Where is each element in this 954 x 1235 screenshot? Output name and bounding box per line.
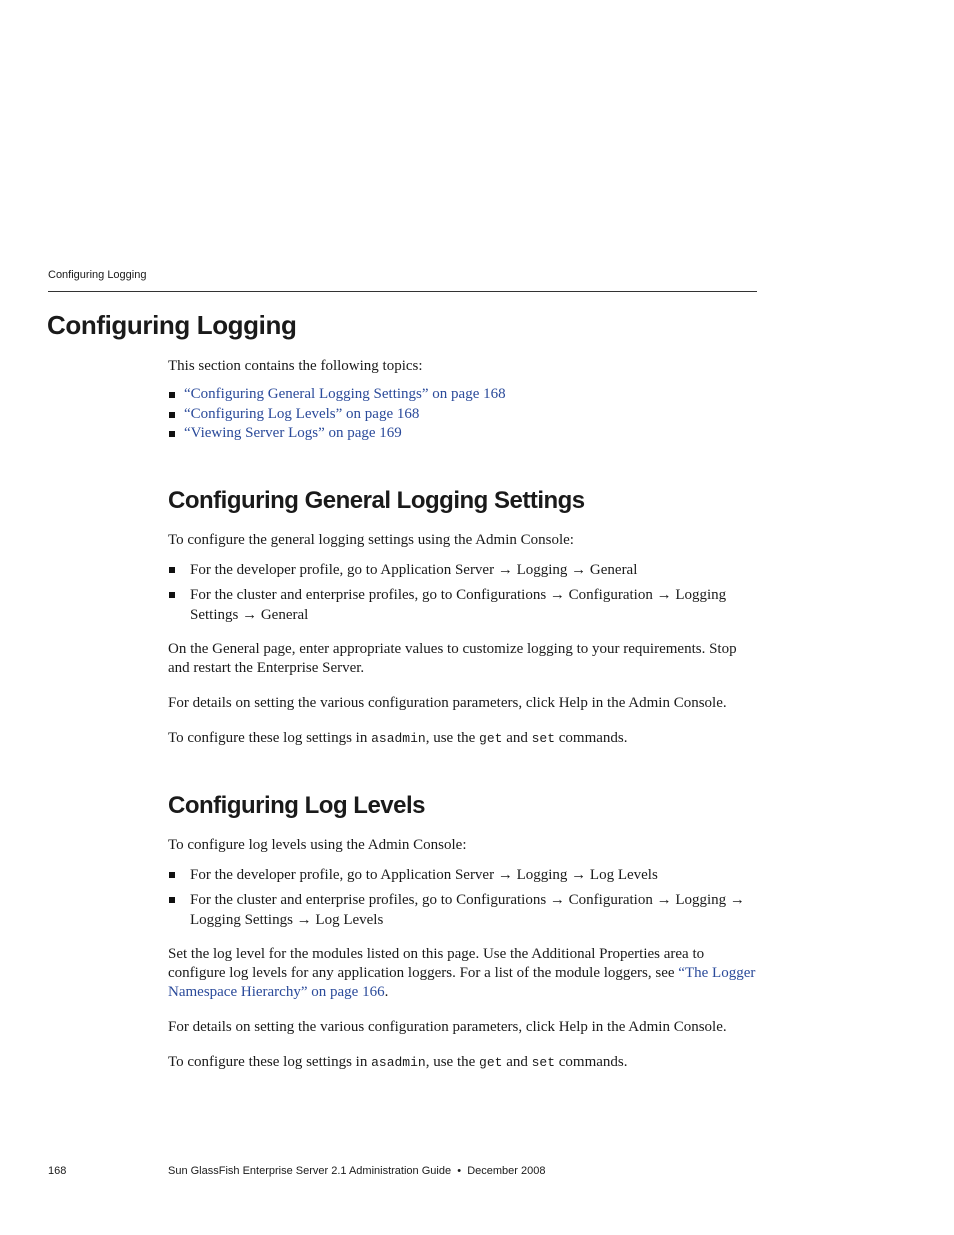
topic-link-log-levels[interactable]: “Configuring Log Levels” on page 168 [184,405,420,422]
text-run: , use the [425,1054,480,1070]
list-item-text: For the cluster and enterprise profiles, go to Configurations → Configuration → Logging → Logging Settings → Log Levels [190,892,745,928]
topic-item[interactable] [168,405,506,425]
list-item-text: For the cluster and enterprise profiles, go to Configurations → Configuration → Logging Settings → General [190,587,727,623]
text-run: and [502,730,532,746]
text-run: , use the [425,730,480,746]
text-run: commands. [555,1054,628,1070]
section2-help-paragraph: For details on setting the various configuration parameters, click Help in the Admin Console. [168,1019,727,1035]
running-header: Configuring Logging [48,269,147,281]
section1-bullet-list [168,560,758,630]
text-run: To configure these log settings in [168,730,372,746]
footer-text [168,1165,545,1177]
bullet-icon [169,392,175,398]
bullet-icon [169,592,175,598]
code-asadmin: asadmin [371,731,426,746]
topic-item[interactable] [168,385,506,405]
section2-intro: To configure log levels using the Admin Console: [168,837,467,853]
text-run: Set the log level for the modules listed on this page. Use the Additional Properties area to configure log levels for any application loggers. For a list of the module loggers, see [168,946,705,981]
topic-item[interactable] [168,424,506,444]
section2-paragraph [168,945,758,1002]
list-item [168,560,758,580]
code-asadmin: asadmin [371,1055,426,1070]
section1-paragraph: On the General page, enter appropriate values to customize logging to your requirements. Stop and restart the Enterprise Server. [168,641,737,676]
section2-asadmin-paragraph [168,1053,758,1072]
text-run: To configure these log settings in [168,1054,372,1070]
list-item [168,890,758,930]
topic-list [168,385,506,444]
footer-book-title: Sun GlassFish Enterprise Server 2.1 Administration Guide [168,1165,452,1177]
list-item-text: For the developer profile, go to Application Server → Logging → General [190,562,638,578]
list-item [168,585,758,625]
list-item-text: For the developer profile, go to Application Server → Logging → Log Levels [190,867,658,883]
code-get: get [479,1055,503,1070]
page-number: 168 [48,1165,67,1177]
footer-date: December 2008 [467,1165,546,1177]
logger-namespace-link[interactable]: “The Logger Namespace Hierarchy” on page 166 [168,965,756,1000]
list-item [168,865,758,885]
text-run: . [384,984,389,1000]
bullet-icon [169,897,175,903]
page-title: Configuring Logging [47,310,297,340]
section2-bullet-list [168,865,758,935]
code-get: get [479,731,503,746]
section-heading-general-settings: Configuring General Logging Settings [168,487,585,514]
code-set: set [531,731,556,746]
text-run: commands. [555,730,628,746]
bullet-icon [169,567,175,573]
section1-asadmin-paragraph [168,729,758,748]
section-heading-log-levels: Configuring Log Levels [168,792,425,819]
code-set: set [531,1055,556,1070]
section1-help-paragraph: For details on setting the various configuration parameters, click Help in the Admin Console. [168,695,727,711]
bullet-icon [169,872,175,878]
footer-separator: • [457,1165,462,1177]
section1-intro: To configure the general logging settings using the Admin Console: [168,532,574,548]
header-rule [48,291,757,292]
bullet-icon [169,412,175,418]
text-run: and [502,1054,532,1070]
bullet-icon [169,431,175,437]
topic-link-general-settings[interactable]: “Configuring General Logging Settings” on page 168 [184,386,506,402]
intro-text: This section contains the following topics: [168,358,423,374]
topic-link-viewing-logs[interactable]: “Viewing Server Logs” on page 169 [184,425,402,441]
